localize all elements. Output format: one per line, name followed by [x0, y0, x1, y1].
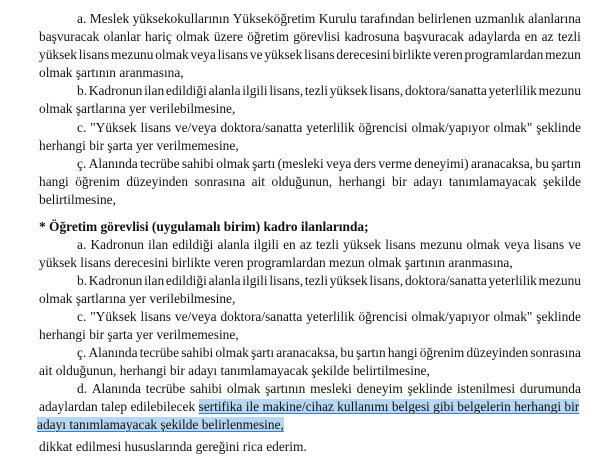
word: başvuracak: [39, 29, 100, 44]
word: yüksekokullarının: [132, 11, 230, 26]
word: lisans: [533, 237, 565, 252]
word: tecrübe: [145, 381, 186, 396]
s2-item-cc-line1: [39, 344, 581, 362]
word: olduğunun,: [271, 174, 333, 189]
word: bir: [391, 174, 407, 189]
s1-item-b-line1: [39, 82, 581, 100]
word: öğrencisi: [358, 120, 408, 135]
word: belirlenen: [417, 11, 472, 26]
s1-item-a-line4: olmak şartının aranmasına,: [39, 65, 184, 80]
word: (mesleki: [277, 156, 324, 171]
word: hangi: [387, 345, 418, 360]
word: bu: [535, 156, 549, 171]
s2-item-cc-line2: ait olduğunun, herhangi bir adayı tanımlamayacak şekilde belirtilmesine,: [39, 363, 430, 378]
word: mezunu: [538, 273, 581, 288]
word: sonrasına: [194, 174, 246, 189]
word: öğrencisi: [358, 309, 408, 324]
word: sahibi: [181, 156, 214, 171]
word: doktora/sanatta: [404, 83, 487, 98]
word: deneyimi): [414, 156, 469, 171]
word: tanımlamayacak: [448, 174, 537, 189]
word: olmak: [155, 47, 189, 62]
word: hariç: [145, 29, 172, 44]
word: şartın: [551, 156, 581, 171]
word: yeterlilik: [488, 273, 537, 288]
s2-item-c-line1: [39, 308, 581, 326]
word: mezun: [545, 47, 581, 62]
word: olmak": [493, 309, 533, 324]
s1-item-cc-line1: [39, 155, 581, 173]
word: tezli: [304, 273, 328, 288]
s2-item-d-line2: [39, 398, 581, 416]
word: a.: [77, 11, 87, 26]
word: c.: [77, 120, 87, 135]
word: tezli: [557, 29, 581, 44]
word: tezli: [304, 83, 328, 98]
word: az: [541, 29, 554, 44]
word: düzeyinden: [126, 174, 189, 189]
word: a.: [77, 237, 87, 252]
word: lisans: [217, 47, 249, 62]
word: olmak: [216, 156, 250, 171]
word: Yükseköğretim: [232, 11, 316, 26]
word: olmak: [226, 381, 261, 396]
word: yüksek: [264, 47, 303, 62]
word: tarafından: [360, 11, 415, 26]
word: doktora/sanatta: [220, 309, 303, 324]
word: lisans: [385, 237, 416, 252]
word: veren: [432, 47, 463, 62]
word: ç.: [77, 156, 87, 171]
word: görevlisi: [293, 29, 341, 44]
word: mesleki: [310, 381, 352, 396]
word: sahibi: [181, 345, 214, 360]
word: ve/veya: [174, 120, 217, 135]
selected-text-highlight[interactable]: adayı tanımlamayacak şekilde belirlenmesine,: [37, 417, 284, 432]
word: yeterlilik: [306, 120, 355, 135]
word: lisans: [78, 47, 110, 62]
word: alanla: [208, 273, 241, 288]
s2-item-c-line2: herhangi bir şarta yer verilmemesine,: [39, 327, 239, 342]
word: şeklinde: [536, 309, 581, 324]
word: c.: [77, 309, 87, 324]
word: olmak/yapıyor: [411, 120, 490, 135]
word: şartı: [252, 156, 276, 171]
word: başvuracak: [403, 29, 464, 44]
word: yeterlilik: [488, 83, 537, 98]
word: durumunda: [519, 381, 581, 396]
s1-item-c-line1: [39, 119, 581, 137]
word: aranacaksa,: [470, 156, 534, 171]
word: ve/veya: [174, 309, 217, 324]
word: mezunu: [538, 83, 581, 98]
s1-item-cc-line3: belirtilmesine,: [39, 192, 116, 207]
word: derecesini: [336, 47, 391, 62]
s1-item-a-line2: [39, 28, 581, 46]
s2-item-b-line2: olmak şartlarına yer verilebilmesine,: [39, 291, 236, 306]
word: verme: [378, 156, 412, 171]
s1-item-c-line2: herhangi bir şarta yer verilmemesine,: [39, 138, 239, 153]
word: ve: [568, 237, 581, 252]
word: tecrübe: [139, 345, 180, 360]
s1-item-cc-line2: [39, 173, 581, 191]
word: tecrübe: [140, 156, 180, 171]
word: herhangi: [338, 174, 386, 189]
word: lisans,: [369, 83, 404, 98]
word: lisans: [304, 47, 335, 62]
selected-text-highlight[interactable]: sertifika ile makine/cihaz kullanımı belgesi gibi belgelerin herhangi bir: [198, 399, 580, 414]
word: aranacaksa,: [276, 345, 339, 360]
word: deneyim: [356, 381, 403, 396]
s2-item-d-line2-plain: adaylardan talep edilebilecek: [39, 399, 196, 414]
word: Kadronun: [88, 83, 143, 98]
s1-item-a-line3: [39, 46, 581, 64]
word: lisans: [140, 309, 172, 324]
s2-item-b-line1: [39, 272, 581, 290]
word: ilan: [144, 273, 165, 288]
word: ders: [353, 156, 377, 171]
word: ait: [251, 174, 266, 189]
word: mezunu: [111, 47, 154, 62]
word: alanlarına: [528, 11, 581, 26]
s2-item-d-line1: [39, 380, 581, 398]
word: lisans,: [269, 83, 304, 98]
closing-sentence: dikkat edilmesi hususlarında gereğini rica ederim.: [39, 439, 307, 454]
s2-item-a-line1: [39, 236, 581, 254]
word: edildiği: [165, 273, 207, 288]
word: veya: [190, 47, 216, 62]
word: az: [299, 237, 312, 252]
word: veya: [504, 237, 530, 252]
word: üzere: [213, 29, 243, 44]
word: şeklinde: [536, 120, 581, 135]
word: ilan: [148, 237, 169, 252]
word: doktora/sanatta: [404, 273, 487, 288]
word: şekilde: [543, 174, 581, 189]
word: yüksek: [39, 47, 77, 62]
word: şartının: [265, 381, 306, 396]
word: bu: [340, 345, 354, 360]
word: olmak: [466, 237, 500, 252]
word: ve: [249, 47, 263, 62]
word: ilan: [144, 83, 165, 98]
word: birlikte: [392, 47, 432, 62]
word: kadrosuna: [344, 29, 400, 44]
word: doktora/sanatta: [220, 120, 303, 135]
word: öğrenim: [75, 174, 120, 189]
word: ilgili: [242, 273, 268, 288]
word: "Yüksek: [90, 309, 137, 324]
s2-heading: * Öğretim görevlisi (uygulamalı birim) kadro ilanlarında;: [39, 219, 369, 234]
word: d.: [77, 381, 88, 396]
word: yüksek: [329, 83, 368, 98]
word: sonrasına: [530, 345, 581, 360]
word: veya: [326, 156, 352, 171]
word: edildiği: [165, 83, 207, 98]
word: şartın: [355, 345, 386, 360]
word: Alanında: [91, 381, 141, 396]
word: sahibi: [190, 381, 223, 396]
word: ilgili: [253, 237, 279, 252]
word: Kadronun: [88, 273, 143, 288]
word: istenilmesi: [457, 381, 516, 396]
word: mezunu: [419, 237, 463, 252]
word: programlardan: [464, 47, 544, 62]
word: "Yüksek: [90, 120, 137, 135]
word: olmak: [215, 345, 249, 360]
word: Kadronun: [90, 237, 145, 252]
word: yüksek: [329, 273, 368, 288]
word: en: [524, 29, 538, 44]
s2-item-a-line2: yüksek lisans derecesini birlikte veren programlardan mezun olmak şartının aranmasına,: [39, 255, 513, 270]
word: lisans: [140, 120, 172, 135]
word: ç.: [77, 345, 87, 360]
word: lisans,: [369, 273, 404, 288]
word: öğrenim: [419, 345, 465, 360]
word: ilgili: [242, 83, 268, 98]
word: en: [283, 237, 296, 252]
word: yüksek: [343, 237, 382, 252]
word: öğretim: [247, 29, 289, 44]
word: olmak/yapıyor: [411, 309, 490, 324]
word: edildiği: [172, 237, 214, 252]
s2-item-d-line3: [39, 416, 581, 434]
s1-item-b-line2: olmak şartlarına yer verilebilmesine,: [39, 101, 236, 116]
word: düzeyinden: [466, 345, 529, 360]
word: şartı: [250, 345, 275, 360]
word: Kurulu: [318, 11, 357, 26]
word: Alanında: [88, 345, 138, 360]
word: lisans,: [269, 273, 304, 288]
word: b.: [77, 83, 88, 98]
word: olmak": [493, 120, 533, 135]
word: olmak: [176, 29, 210, 44]
word: adaylarda: [468, 29, 521, 44]
word: olanlar: [103, 29, 141, 44]
word: tezli: [315, 237, 339, 252]
word: adayı: [413, 174, 443, 189]
word: Meslek: [89, 11, 130, 26]
word: şeklinde: [407, 381, 453, 396]
s1-item-a-line1: [39, 10, 581, 28]
word: alanla: [208, 83, 241, 98]
word: alanla: [217, 237, 250, 252]
word: b.: [77, 273, 88, 288]
word: yeterlilik: [306, 309, 355, 324]
word: uzmanlık: [474, 11, 525, 26]
word: hangi: [39, 174, 69, 189]
word: Alanında: [88, 156, 138, 171]
